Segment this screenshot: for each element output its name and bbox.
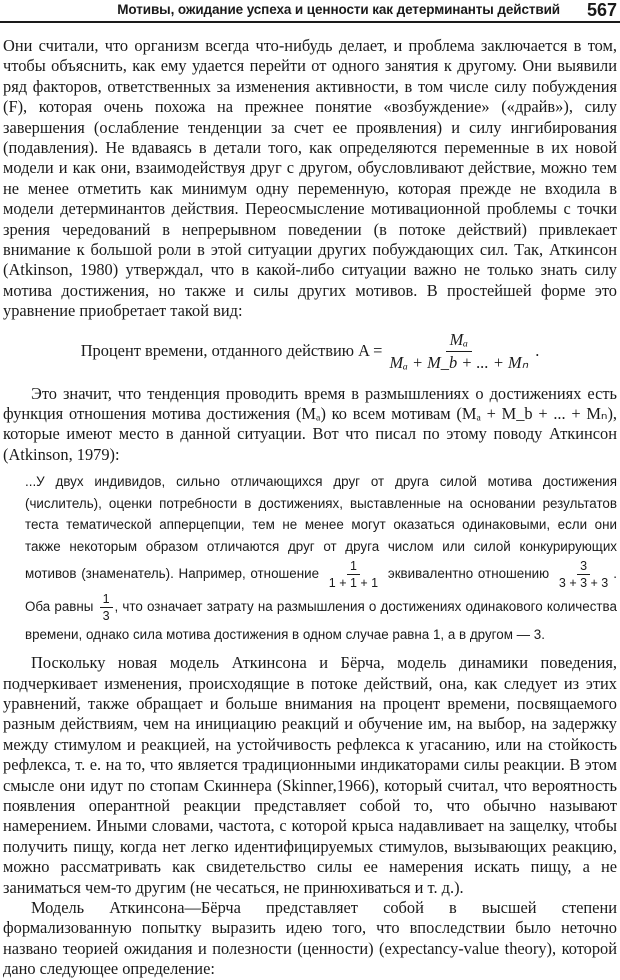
formula-fraction — [385, 330, 532, 374]
header-title: Мотивы, ожидание успеха и ценности как детерминанты действий — [117, 2, 560, 17]
quote-fraction-1 — [326, 558, 381, 591]
formula-end: . — [535, 341, 540, 361]
formula-numerator: Mₐ — [446, 330, 472, 352]
quote-text-4: , что означает затрату на размышления о достижениях одинакового количества времени, однако сила мотива достижения в одном случае равна 1, а в другом — 3. — [25, 598, 617, 642]
paragraph-3: Поскольку новая модель Аткинсона и Бёрча, модель динамики поведения, подчеркивает изменения, происходящие в потоке действий, она, как следует из этих уравнений, также обращает и больше внимания на процент времени, посвящаемого разным действиям, чем на инициацию реакций и обучение им, на выбор, на задержку между стимулом и реакцией, на устойчивость рефлекса к угасанию, или на стойкость рефлекса, т. е. на то, что является традиционными индикаторами силы реакции. В этом смысле они идут по стопам Скиннера (Skinner,1966), который считал, что вероятность появления оперантной реакции представляет собой то, что обычно называют намерением. Иными словами, частота, с которой крыса надавливает на защелку, чтобы получить пищу, когда нет легко идентифицируемых стимулов, вызывающих реакцию, можно рассматривать как свидетельство силы ее намерения искать пищу, а не заниматься чем-то другим (не чесаться, не принюхиваться и т. д.). — [3, 653, 617, 897]
paragraph-4: Модель Аткинсона—Бёрча представляет собой в высшей степени формализованную попытку выразить идею того, что впоследствии было неточно названо теорией ожидания и полезности (ценности) (expectancy-value theory), которой дано следующее определение: — [3, 897, 617, 979]
quote-text-3: . Оба равны — [25, 565, 617, 614]
quote-fraction-3-num: 1 — [100, 591, 113, 608]
quote-fraction-1-den: 1 + 1 + 1 — [328, 575, 379, 590]
paragraph-1: Они считали, что организм всегда что-нибудь делает, и проблема заключается в том, чтобы объяснить, как ему удается перейти от одного занятия к другому. Они выявили ряд факторов, ответственных за изменения активности, в том числе силу побуждения (F), которая очень похожа на прежнее понятие «возбуждение» («драйв»), силу завершения (ослабление тенденции за счет ее проявления) и силу ингибирования (подавления). Не вдаваясь в детали того, как определяются переменные в их новой модели и как они, взаимодействуя друг с другом, обусловливают действие, можно тем не менее отметить как минимум одну переменную, которая прежде не входила в модели детерминантов действия. Переосмысление мотивационной проблемы с точки зрения чередований в непрерывном поведении (в потоке действий) привлекает внимание к большой роли в этой ситуации других побуждающих сил. Так, Аткинсон (Atkinson, 1980) утверждал, что в какой-либо ситуации важно не только знать силу мотива достижения, но также и силы других мотивов. В простейшей форме это уравнение приобретает такой вид: — [3, 36, 617, 321]
atkinson-quote — [25, 471, 617, 645]
quote-fraction-2-num: 3 — [577, 558, 590, 575]
quote-fraction-3-den: 3 — [102, 608, 110, 623]
formula-denominator: Mₐ + M_b + ... + Mₙ — [389, 353, 529, 373]
percent-time-formula — [3, 330, 617, 374]
page-number: 567 — [586, 0, 617, 20]
paragraph-2: Это значит, что тенденция проводить время в размышлениях о достижениях есть функция отношения мотива достижения (Mₐ) ко всем мотивам (Mₐ + M_b + ... + Mₙ), которые имеют место в данной ситуации. Вот что писал по этому поводу Аткинсон (Atkinson, 1979): — [3, 383, 617, 464]
quote-fraction-3 — [100, 591, 113, 624]
header-rule — [0, 21, 620, 23]
page-body — [3, 36, 617, 980]
quote-fraction-2 — [556, 558, 611, 591]
formula-label: Процент времени, отданного действию A = — [80, 341, 383, 361]
running-header — [0, 0, 620, 22]
quote-text-1: ...У двух индивидов, сильно отличающихся друг от друга силой мотива достижения (числитель), оценки потребности в достижениях, выставленные на основании результатов теста тематической апперцепции, тем не менее могут оказаться одинаковыми, если они также некоторым образом отличаются друг от друга числом или силой конкурирующих мотивов (знаменатель). Например, отношение — [25, 474, 617, 581]
quote-fraction-1-num: 1 — [347, 558, 360, 575]
quote-text-2: эквивалентно отношению — [387, 565, 550, 581]
quote-fraction-2-den: 3 + 3 + 3 — [558, 575, 609, 590]
